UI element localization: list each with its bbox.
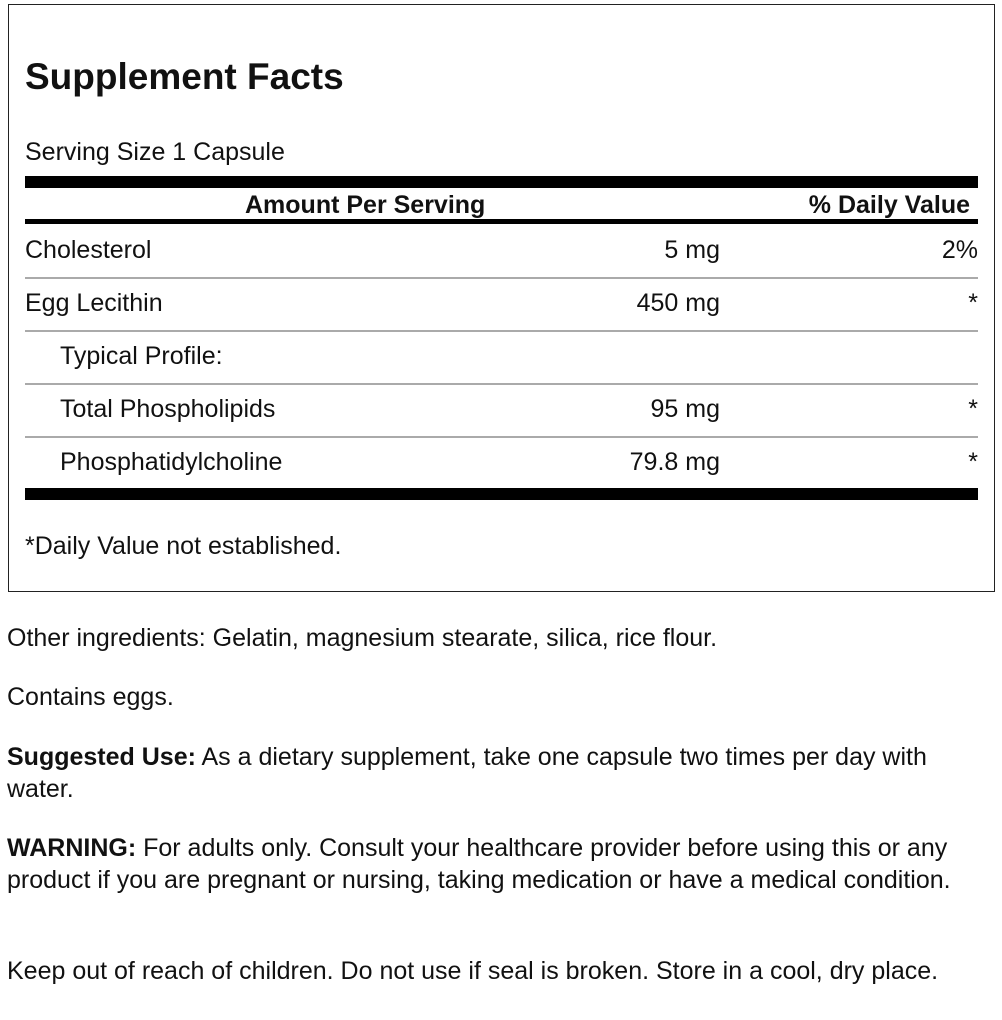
warning-label: WARNING: xyxy=(7,834,137,862)
row-name: Total Phospholipids xyxy=(60,395,276,423)
table-row xyxy=(25,330,978,385)
panel-title: Supplement Facts xyxy=(25,56,344,97)
serving-size: Serving Size 1 Capsule xyxy=(25,138,285,166)
header-daily-value: % Daily Value xyxy=(808,191,970,219)
row-name: Egg Lecithin xyxy=(25,289,163,317)
divider-thick xyxy=(25,176,978,188)
table-row xyxy=(25,383,978,438)
table-row xyxy=(25,436,978,489)
row-name: Typical Profile: xyxy=(60,342,223,370)
row-daily-value: * xyxy=(968,395,978,423)
row-name: Cholesterol xyxy=(25,236,152,264)
table-row xyxy=(25,224,978,279)
warning xyxy=(7,832,992,896)
row-amount: 79.8 mg xyxy=(629,448,720,476)
divider-thick xyxy=(25,488,978,500)
warning-text: For adults only. Consult your healthcare provider before using this or any product if you are pregnant or nursing, taking medication or have a medical condition. xyxy=(7,834,951,894)
storage-statement: Keep out of reach of children. Do not use if seal is broken. Store in a cool, dry place. xyxy=(7,957,939,985)
row-daily-value: 2% xyxy=(941,236,978,264)
other-ingredients: Other ingredients: Gelatin, magnesium stearate, silica, rice flour. xyxy=(7,624,718,652)
allergen-statement: Contains eggs. xyxy=(7,683,174,711)
row-amount: 450 mg xyxy=(636,289,720,317)
suggested-use-text: As a dietary supplement, take one capsule two times per day with water. xyxy=(7,743,927,803)
header-amount: Amount Per Serving xyxy=(245,191,486,219)
suggested-use xyxy=(7,741,992,805)
footnote: *Daily Value not established. xyxy=(25,532,342,560)
row-daily-value: * xyxy=(968,289,978,317)
row-amount: 5 mg xyxy=(664,236,720,264)
row-amount: 95 mg xyxy=(650,395,720,423)
suggested-use-label: Suggested Use: xyxy=(7,743,196,771)
row-name: Phosphatidylcholine xyxy=(60,448,283,476)
row-daily-value: * xyxy=(968,448,978,476)
table-row xyxy=(25,277,978,332)
